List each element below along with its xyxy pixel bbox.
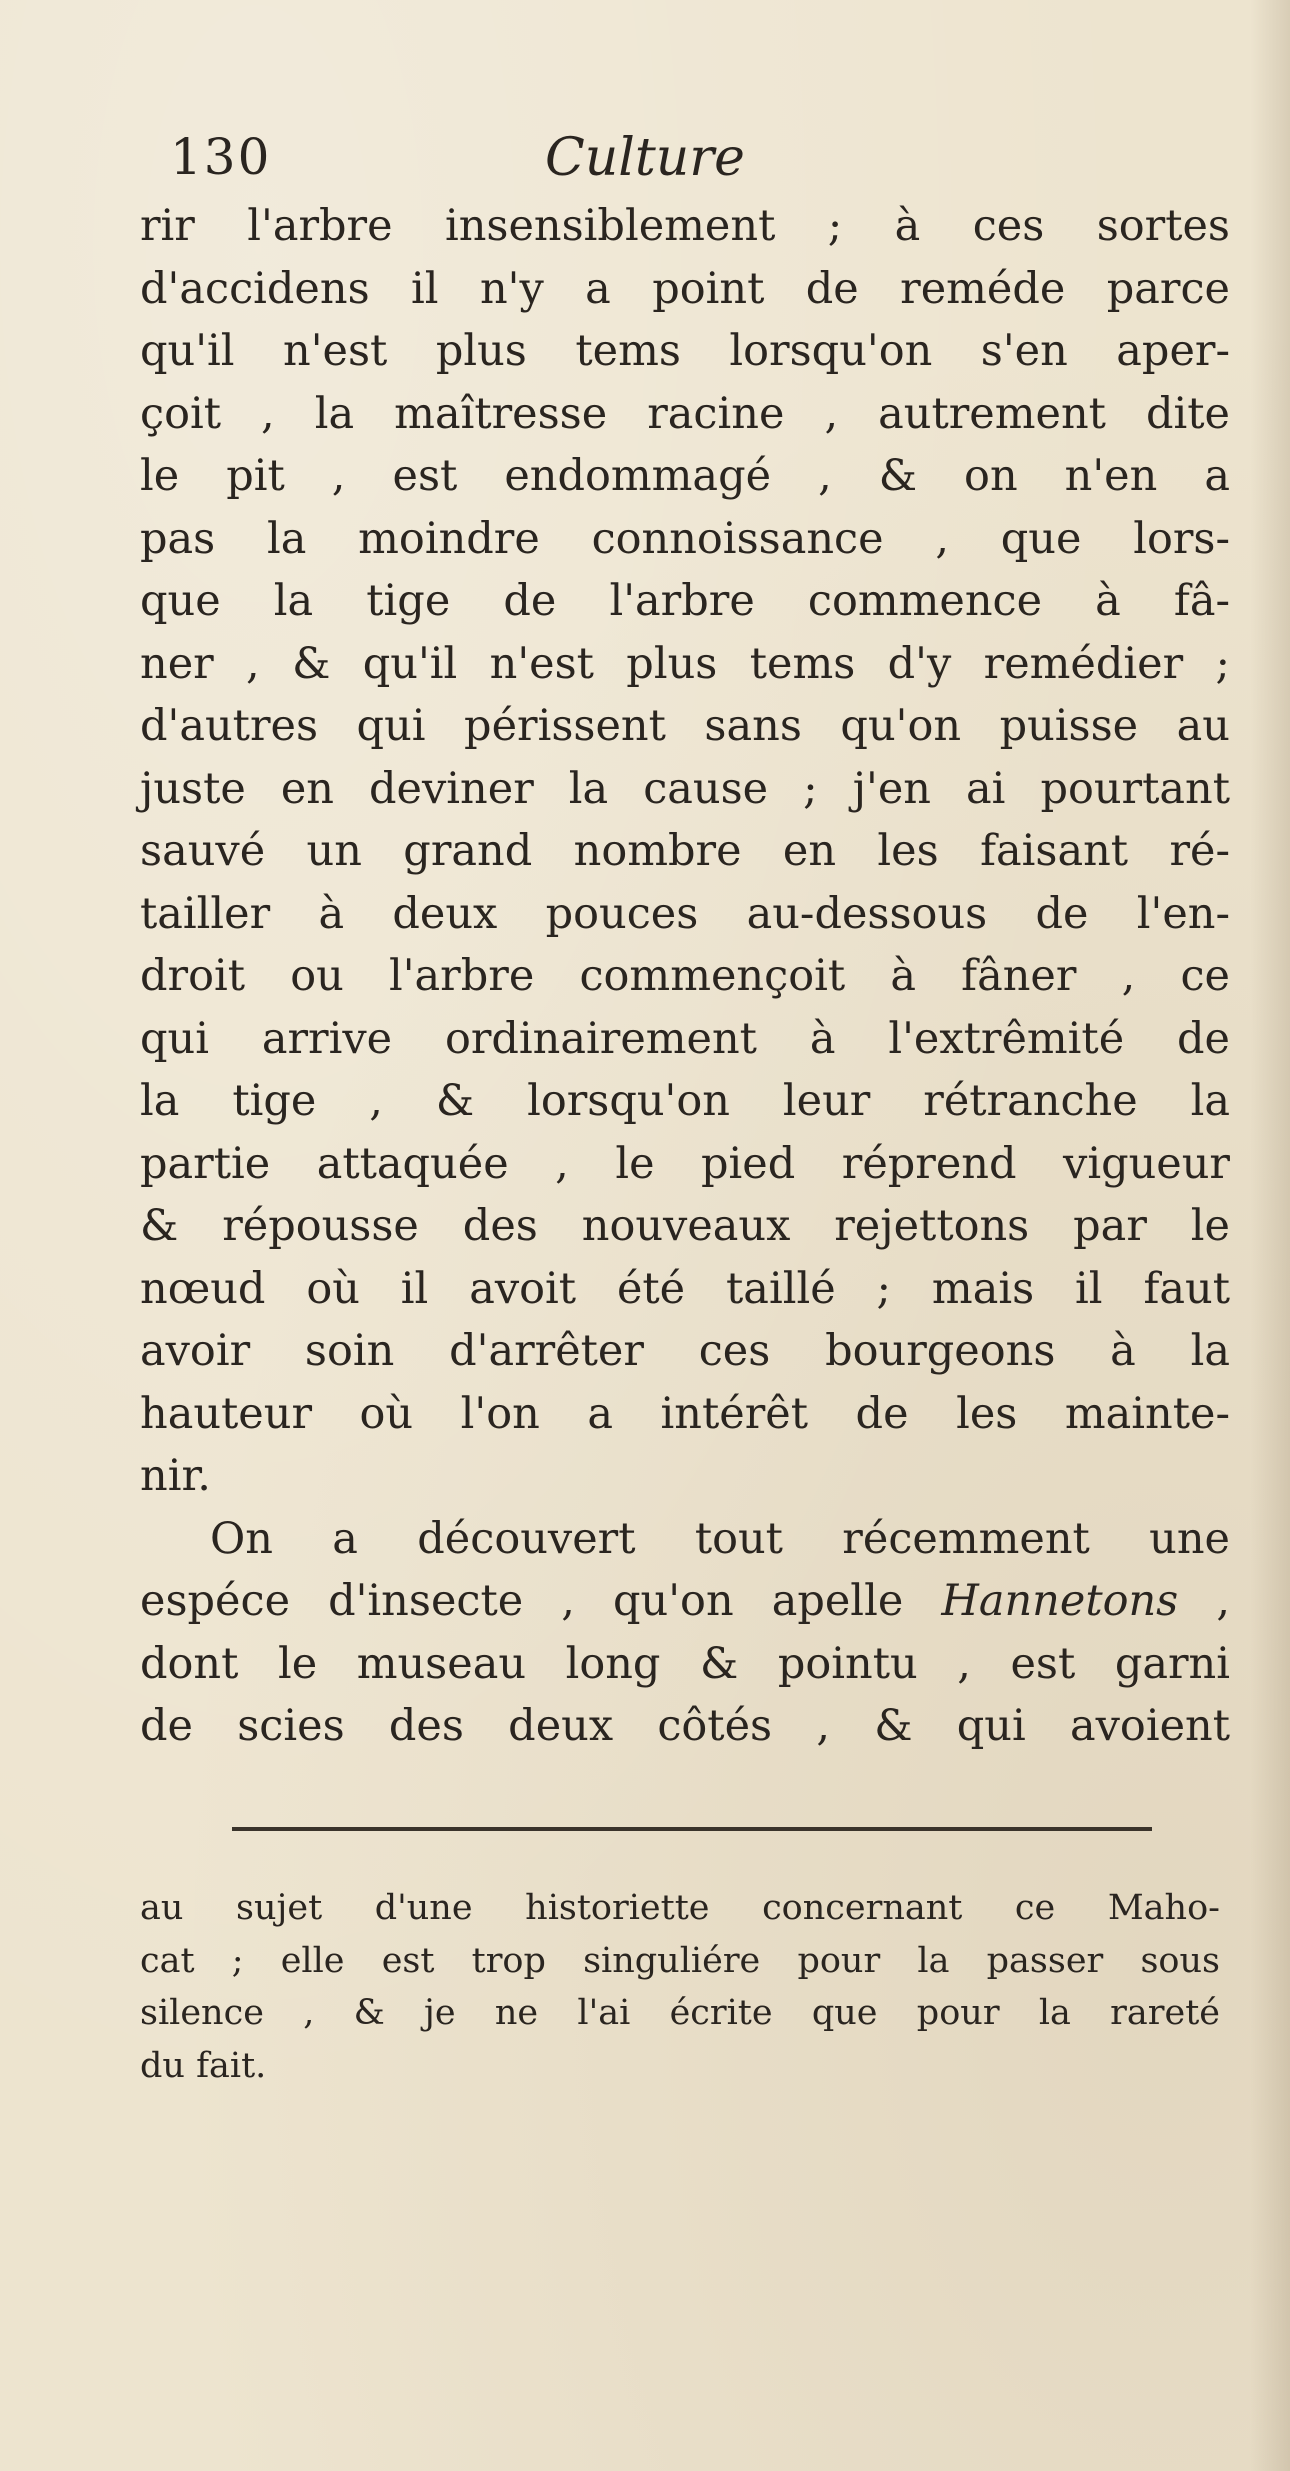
footnote-line: silence , & je ne l'ai écrite que pour la rareté: [140, 1993, 1220, 2033]
text-line: le pit , est endommagé , & on n'en a: [140, 451, 1230, 501]
text-line: juste en deviner la cause ; j'en ai pourtant: [140, 763, 1230, 814]
italic-term: Hannetons: [941, 1576, 1179, 1626]
text-line: de scies des deux côtés , & qui avoient: [140, 1701, 1230, 1751]
text-line: hauteur où l'on a intérêt de les mainte-: [140, 1388, 1230, 1439]
text-line: que la tige de l'arbre commence à fâ-: [140, 576, 1230, 626]
paragraph-start-line: On a découvert tout récemment une: [210, 1513, 1230, 1564]
text-line: qu'il n'est plus tems lorsqu'on s'en aper-: [140, 326, 1230, 376]
page-header: [170, 128, 1250, 198]
text-line: çoit , la maîtresse racine , autrement dite: [140, 388, 1230, 439]
text-line: tailler à deux pouces au-dessous de l'en-: [140, 888, 1230, 939]
text-line: ner , & qu'il n'est plus tems d'y remédier ;: [140, 638, 1230, 689]
text-fragment: ,: [1178, 1576, 1230, 1626]
footnote-line: cat ; elle est trop singuliére pour la passer sous: [140, 1940, 1220, 1981]
text-line: avoir soin d'arrêter ces bourgeons à la: [140, 1326, 1230, 1376]
footnote-line: du fait.: [140, 2045, 267, 2086]
text-line: d'autres qui périssent sans qu'on puisse au: [140, 701, 1230, 751]
footnote-rule: [232, 1827, 1152, 1831]
text-line: nir.: [140, 1451, 211, 1501]
page-number: 130: [170, 128, 272, 186]
text-line: qui arrive ordinairement à l'extrêmité de: [140, 1013, 1230, 1064]
text-line: sauvé un grand nombre en les faisant ré-: [140, 826, 1230, 876]
text-fragment: espéce d'insecte , qu'on apelle: [140, 1576, 942, 1626]
text-line: dont le museau long & pointu , est garni: [140, 1638, 1230, 1689]
text-line: pas la moindre connoissance , que lors-: [140, 513, 1230, 564]
text-line-with-italic: [140, 1570, 1230, 1633]
footnote-line: au sujet d'une historiette concernant ce Maho-: [140, 1888, 1220, 1928]
text-line: d'accidens il n'y a point de reméde parce: [140, 263, 1230, 314]
text-line: & répousse des nouveaux rejettons par le: [140, 1201, 1230, 1251]
text-line: rir l'arbre insensiblement ; à ces sortes: [140, 201, 1230, 251]
page-gutter-shadow: [1250, 0, 1290, 2471]
running-title: Culture: [545, 128, 745, 188]
main-text: [140, 195, 1230, 1758]
text-line: nœud où il avoit été taillé ; mais il faut: [140, 1263, 1230, 1314]
text-line: la tige , & lorsqu'on leur rétranche la: [140, 1076, 1230, 1126]
text-line: droit ou l'arbre commençoit à fâner , ce: [140, 951, 1230, 1001]
footnote: [140, 1882, 1220, 2092]
text-line: partie attaquée , le pied réprend vigueur: [140, 1138, 1230, 1189]
